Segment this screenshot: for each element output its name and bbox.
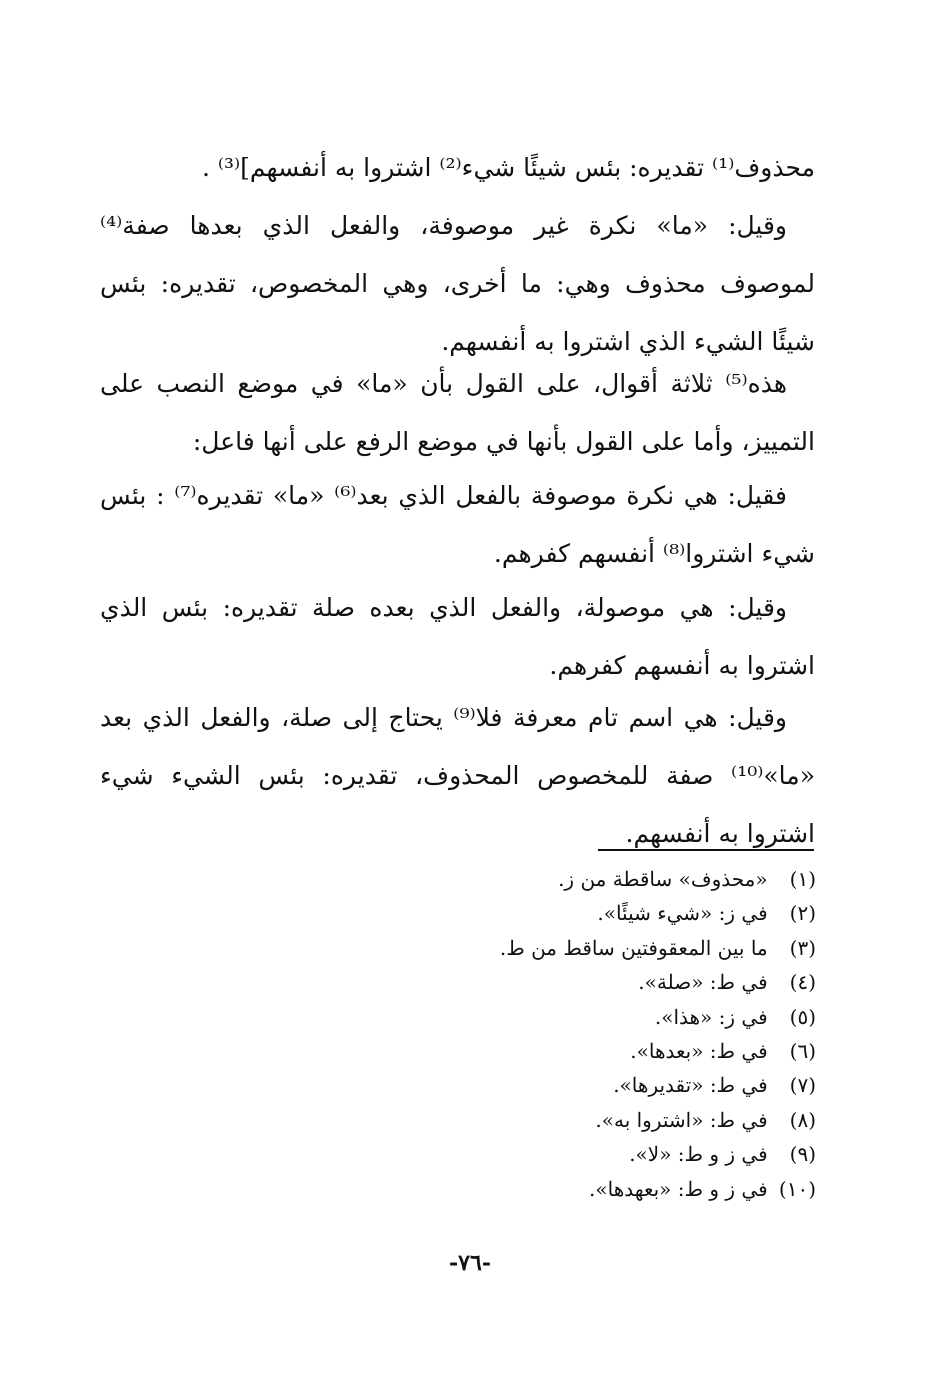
footnote-number: (٨)	[789, 1107, 816, 1132]
footnote-item	[300, 1172, 816, 1206]
footnote-number: (٣)	[789, 935, 816, 960]
footnote-text: في ز: «هذا».	[654, 1004, 768, 1029]
footnote-number: (٧)	[789, 1073, 816, 1098]
footnote-number: (٩)	[789, 1142, 816, 1167]
footnote-item	[300, 1034, 816, 1068]
footnote-text: في ز و ط: «لا».	[629, 1142, 768, 1167]
paragraph-1: محذوف⁽¹⁾ تقديره: بئس شيئًا شيء⁽²⁾ اشتروا به أنفسهم]⁽³⁾ .	[201, 153, 815, 182]
footnote-text: «محذوف» ساقطة من ز.	[558, 867, 768, 891]
footnote-item	[300, 1068, 816, 1102]
footnote-number: (١)	[789, 867, 816, 891]
footnote-number: (٦)	[789, 1039, 816, 1064]
paragraph-2: وقيل: «ما» نكرة غير موصوفة، والفعل الذي بعدها صفة⁽⁴⁾ لموصوف محذوف وهي: ما أخرى، وهي المخصوص، تقديره: بئس شيئًا الشيء الذي اشتروا به أنفسهم.	[100, 211, 815, 356]
footnote-number: (٥)	[789, 1004, 816, 1029]
footnote-text: في ط: «تقديرها».	[613, 1073, 768, 1098]
footnote-item	[300, 931, 816, 965]
main-text-3	[100, 355, 815, 471]
main-text-5	[100, 579, 815, 695]
footnote-text: في ط: «اشتروا به».	[595, 1107, 768, 1132]
footnote-text: في ط: «بعدها».	[630, 1039, 768, 1064]
footnotes-list	[300, 862, 816, 1206]
paragraph-6: وقيل: هي اسم تام معرفة فلا⁽⁹⁾ يحتاج إلى صلة، والفعل الذي بعد «ما»⁽¹⁰⁾ صفة للمخصوص المحذوف، تقديره: بئس الشيء شيء اشتروا به أنفسهم.	[100, 703, 815, 848]
footnote-item	[300, 862, 816, 896]
footnote-number: (١٠)	[778, 1176, 816, 1201]
footnote-item	[300, 1000, 816, 1034]
page-number: -٧٦-	[449, 1250, 491, 1276]
footnote-item	[300, 1137, 816, 1171]
footnote-item	[300, 896, 816, 930]
footnote-number: (٤)	[789, 970, 816, 995]
paragraph-3: هذه⁽⁵⁾ ثلاثة أقوال، على القول بأن «ما» في موضع النصب على التمييز، وأما على القول بأنها في موضع الرفع على أنها فاعل:	[100, 369, 815, 456]
footnote-text: في ز: «شيء شيئًا».	[597, 901, 768, 926]
main-text-4	[100, 467, 815, 583]
footnote-text: في ط: «صلة».	[638, 970, 768, 995]
main-text-6	[100, 689, 815, 863]
main-text	[100, 139, 815, 197]
footnote-item	[300, 965, 816, 999]
footnote-item	[300, 1103, 816, 1137]
footnote-text: ما بين المعقوفتين ساقط من ط.	[499, 935, 768, 960]
paragraph-4: فقيل: هي نكرة موصوفة بالفعل الذي بعد⁽⁶⁾ «ما» تقديره⁽⁷⁾ : بئس شيء اشتروا⁽⁸⁾ أنفسهم كفرهم.	[100, 481, 815, 568]
footnote-number: (٢)	[789, 901, 816, 926]
footnote-text: في ز و ط: «بعهدها».	[589, 1176, 768, 1201]
main-text-2	[100, 197, 815, 371]
paragraph-5: وقيل: هي موصولة، والفعل الذي بعده صلة تقديره: بئس الذي اشتروا به أنفسهم كفرهم.	[100, 593, 815, 680]
footnote-separator	[598, 849, 814, 851]
